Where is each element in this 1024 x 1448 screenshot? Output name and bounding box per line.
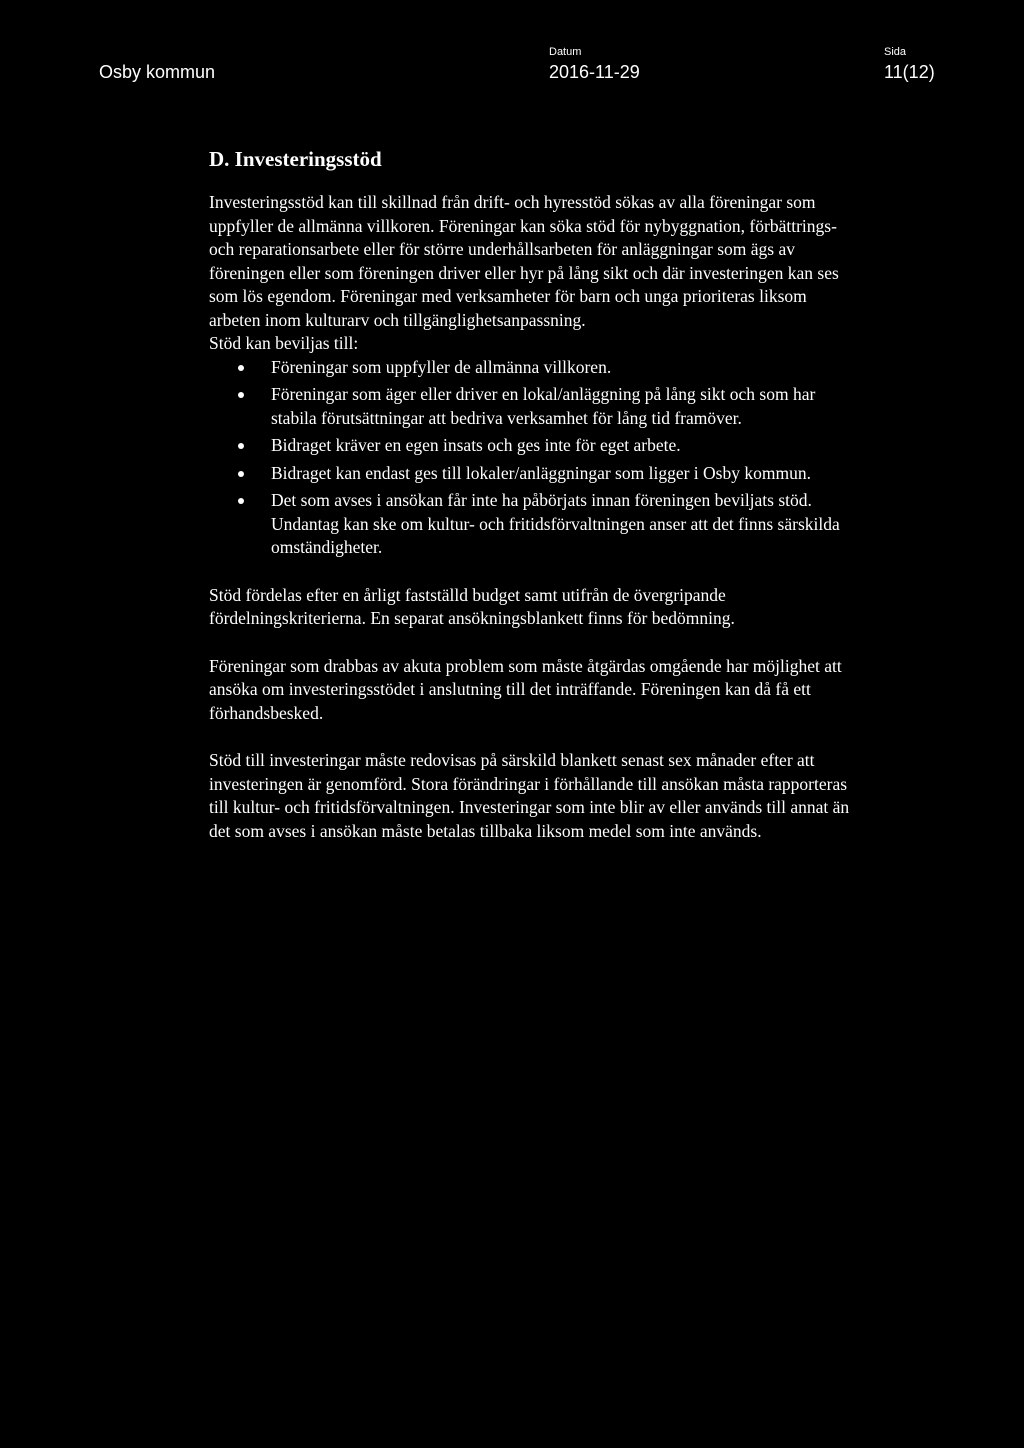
list-item xyxy=(209,434,859,458)
list-item xyxy=(209,383,859,430)
budget-paragraph: Stöd fördelas efter en årligt fastställd budget samt utifrån de övergripande fördelningskriterierna. En separat ansökningsblankett finns för bedömning. xyxy=(209,584,735,628)
list-item-text: Bidraget kräver en egen insats och ges inte för eget arbete. xyxy=(271,435,681,455)
bullet-icon xyxy=(238,498,244,504)
list-item xyxy=(209,462,859,486)
list-item-text: Föreningar som uppfyller de allmänna villkoren. xyxy=(271,356,612,377)
organization-name: Osby kommun xyxy=(99,62,216,82)
eligibility-list xyxy=(209,356,859,560)
list-item xyxy=(209,356,859,380)
date-value: 2016-11-29 xyxy=(549,62,640,82)
list-item-text: Det som avses i ansökan får inte ha påbörjats innan föreningen beviljats stöd. Undantag kan ske om kultur- och fritidsförvaltningen anser att det finns särskilda omständigheter. xyxy=(271,490,840,557)
document-body xyxy=(209,146,859,843)
page-value: 11(12) xyxy=(884,62,935,82)
list-item-text: Föreningar som äger eller driver en lokal/anläggning på lång sikt och som har stabila förutsättningar att bedriva verksamhet för lång tid framöver. xyxy=(271,384,816,428)
bullet-icon xyxy=(238,392,244,398)
reporting-paragraph: Stöd till investeringar måste redovisas på särskild blankett senast sex månader efter att investeringen är genomförd. Stora förändringar i förhållande till ansökan måsta rapporteras till kultur- och fritidsförvaltningen. Investeringar som inte blir av eller används till annat än det som avses i ansökan måste betalas tillbaka liksom medel som inte används. xyxy=(209,750,850,841)
bullet-icon xyxy=(238,365,244,371)
support-label: Stöd kan beviljas till: xyxy=(209,333,359,353)
bullet-icon xyxy=(238,443,244,449)
date-block xyxy=(549,45,640,84)
date-label: Datum xyxy=(549,46,582,58)
list-item-text: Bidraget kan endast ges till lokaler/anläggningar som ligger i Osby kommun. xyxy=(271,462,811,483)
intro-paragraph: Investeringsstöd kan till skillnad från drift- och hyresstöd sökas av alla föreningar som uppfyller de allmänna villkoren. Föreningar kan söka stöd för nybyggnation, förbättrings- och reparationsarbete eller för större underhållsarbeten för anläggningar som ägs av föreningen eller som föreningen driver eller hyr på lång sikt och där investeringen kan ses som lös egendom. Föreningar med verksamheter för barn och unga prioriteras liksom arbeten inom kulturarv och tillgänglighetsanpassning. xyxy=(209,192,839,330)
bullet-icon xyxy=(238,471,244,477)
section-heading: D. Investeringsstöd xyxy=(209,147,382,171)
page-label: Sida xyxy=(884,46,907,58)
urgent-paragraph: Föreningar som drabbas av akuta problem som måste åtgärdas omgående har möjlighet att ansöka om investeringsstödet i anslutning till det inträffande. Föreningen kan då få ett förhandsbesked. xyxy=(209,655,842,723)
page-number-block xyxy=(884,45,935,84)
list-item xyxy=(209,489,859,560)
page-header xyxy=(0,0,1024,100)
